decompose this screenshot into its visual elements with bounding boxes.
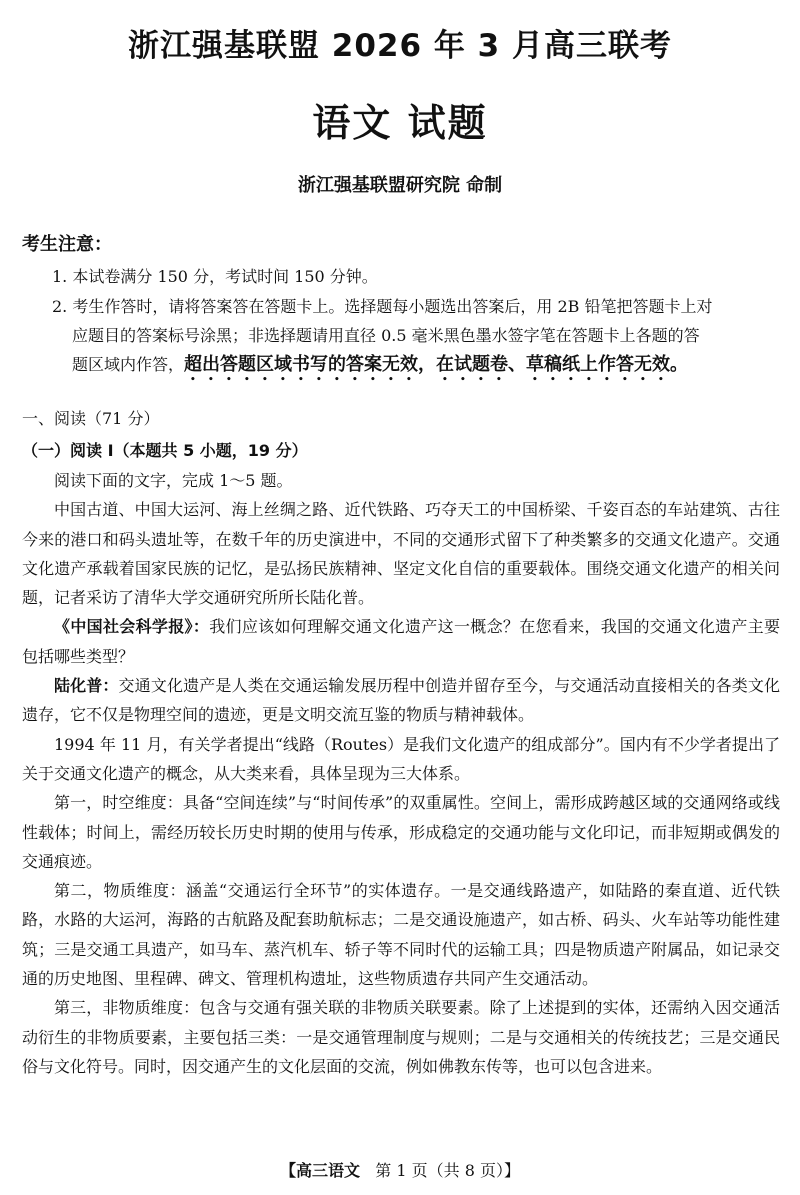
passage-paragraph-5: 第一，时空维度：具备“空间连续”与“时间传承”的双重属性。空间上，需形成跨越区域的交通网络或线性载体；时间上，需经历较长历史时期的使用与传承，形成稳定的交通功能与文化印记，而非短期或偶发的交通痕迹。 xyxy=(22,793,780,871)
notice-item-2 xyxy=(52,292,778,385)
passage-paragraph-3 xyxy=(22,671,780,730)
part-label: （一）阅读 Ⅰ（本题共 5 小题，19 分） xyxy=(22,441,308,460)
author-line: 浙江强基联盟研究院 命制 xyxy=(297,175,503,196)
passage-paragraph-7: 第三，非物质维度：包含与交通有强关联的非物质关联要素。除了上述提到的实体，还需纳入因交通活动衍生的非物质要素，主要包括三类：一是交通管理制度与规则；二是与交通相关的传统技艺；三是交通民俗与文化符号。同时，因交通产生的文化层面的交流，例如佛教东传等，也可以包含进来。 xyxy=(22,998,780,1076)
passage-paragraph-2 xyxy=(22,612,780,671)
page-footer xyxy=(0,1158,800,1181)
footer-label: 【高三语文 xyxy=(280,1161,361,1180)
interviewee-answer: 交通文化遗产是人类在交通运输发展历程中创造并留存至今，与交通活动直接相关的各类文化遗存，它不仅是物理空间的遗迹，更是文明交流互鉴的物质与精神载体。 xyxy=(22,676,780,725)
interviewee-label: 陆化普： xyxy=(54,676,119,696)
reading-passage xyxy=(22,466,780,1081)
passage-paragraph-6: 第二，物质维度：涵盖“交通运行全环节”的实体遗存。一是交通线路遗产，如陆路的秦直道、近代铁路，水路的大运河，海路的古航路及配套助航标志；二是交通设施遗产，如古桥、码头、火车站等功能性建筑；三是交通工具遗产，如马车、蒸汽机车、轿子等不同时代的运输工具；四是物质遗产附属品，如记录交通的历史地图、里程碑、碑文、管理机构遗址，这些物质遗存共同产生交通活动。 xyxy=(22,881,780,989)
notice-emphasis-warning: 超出答题区域书写的答案无效，在试题卷、草稿纸上作答无效。 xyxy=(184,354,689,375)
interviewer-label: 《中国社会科学报》： xyxy=(54,617,210,637)
notice-heading: 考生注意： xyxy=(22,234,112,255)
notice-item-2-line1: 2. 考生作答时，请将答案答在答题卡上。选择题每小题选出答案后，用 2B 铅笔把答题卡上对 xyxy=(52,297,713,316)
notice-item-2-line3-text: 题区域内作答， xyxy=(72,355,185,374)
part-heading xyxy=(22,438,308,461)
exam-title: 浙江强基联盟 2026 年 3 月高三联考 xyxy=(127,28,673,64)
passage-instruction: 阅读下面的文字，完成 1～5 题。 xyxy=(54,471,293,490)
passage-paragraph-4: 1994 年 11 月，有关学者提出“线路（Routes）是我们文化遗产的组成部分”。国内有不少学者提出了关于交通文化遗产的概念，从大类来看，具体呈现为三大体系。 xyxy=(22,734,780,783)
notice-item-2-line3 xyxy=(52,350,778,385)
section-heading: 一、阅读（71 分） xyxy=(22,409,160,428)
passage-paragraph-1: 中国古道、中国大运河、海上丝绸之路、近代铁路、巧夺天工的中国桥梁、千姿百态的车站建筑、古往今来的港口和码头遗址等，在数千年的历史演进中，不同的交通形式留下了种类繁多的交通文化遗产。交通文化遗产承载着国家民族的记忆，是弘扬民族精神、坚定文化自信的重要载体。围绕交通文化遗产的相关问题，记者采访了清华大学交通研究所所长陆化普。 xyxy=(22,500,780,608)
footer-page-number: 第 1 页（共 8 页）】 xyxy=(375,1161,520,1180)
notice-item-2-line2: 应题目的答案标号涂黑；非选择题请用直径 0.5 毫米黑色墨水签字笔在答题卡上各题的答 xyxy=(72,326,700,345)
subject-title: 语文 试题 xyxy=(312,101,488,145)
notice-item-1: 1. 本试卷满分 150 分，考试时间 150 分钟。 xyxy=(52,267,378,286)
interviewer-question: 我们应该如何理解交通文化遗产这一概念？在您看来，我国的交通文化遗产主要包括哪些类型？ xyxy=(22,617,780,666)
